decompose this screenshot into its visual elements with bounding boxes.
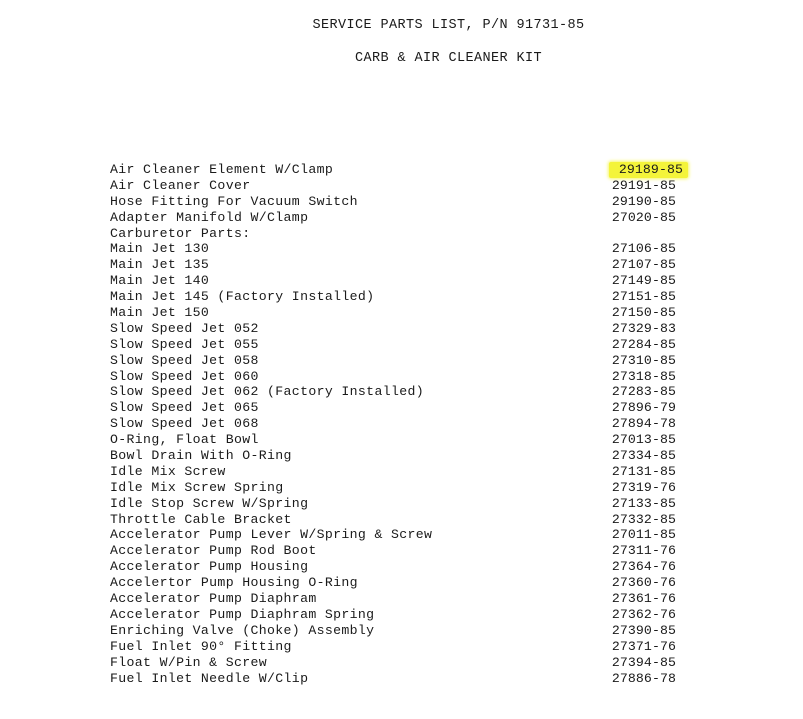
parts-list-row xyxy=(110,400,676,416)
part-number: 27894-78 xyxy=(611,416,676,432)
part-description: Accelerator Pump Rod Boot xyxy=(110,543,317,559)
part-description: Main Jet 135 xyxy=(110,257,210,273)
parts-list-row xyxy=(110,416,676,432)
part-description: Main Jet 130 xyxy=(110,241,210,257)
part-description: Accelerator Pump Lever W/Spring & Screw xyxy=(110,527,433,543)
part-number: 27013-85 xyxy=(611,432,676,448)
part-number: 29191-85 xyxy=(611,177,676,193)
part-number: 27318-85 xyxy=(611,368,676,384)
part-description: Idle Mix Screw xyxy=(110,463,226,479)
part-description: Accelerator Pump Diaphram Spring xyxy=(110,606,375,622)
parts-list-row xyxy=(110,575,676,591)
parts-list-row xyxy=(110,289,676,305)
part-number: 27360-76 xyxy=(611,575,676,591)
part-description: Hose Fitting For Vacuum Switch xyxy=(110,193,358,209)
parts-list-row xyxy=(110,305,676,321)
parts-list-row xyxy=(110,591,676,607)
part-description: Idle Stop Screw W/Spring xyxy=(110,495,309,511)
part-number: 27364-76 xyxy=(611,559,676,575)
parts-list-row xyxy=(110,353,676,369)
part-description: Throttle Cable Bracket xyxy=(110,511,292,527)
part-description: Fuel Inlet 90° Fitting xyxy=(110,638,292,654)
part-number: 27332-85 xyxy=(611,511,676,527)
part-number: 27334-85 xyxy=(611,448,676,464)
part-number: 27886-78 xyxy=(611,670,676,686)
part-number: 27319-76 xyxy=(611,479,676,495)
parts-list-row xyxy=(110,241,676,257)
parts-list-row xyxy=(110,480,676,496)
part-number: 27394-85 xyxy=(611,654,676,670)
part-description: Slow Speed Jet 055 xyxy=(110,336,259,352)
part-description: Enriching Valve (Choke) Assembly xyxy=(110,622,375,638)
part-description: Air Cleaner Cover xyxy=(110,177,251,193)
parts-list-row xyxy=(110,194,676,210)
part-number: 27284-85 xyxy=(611,336,676,352)
part-description: Float W/Pin & Screw xyxy=(110,654,268,670)
parts-list-row xyxy=(110,607,676,623)
part-number: 27133-85 xyxy=(611,495,676,511)
part-description: Bowl Drain With O-Ring xyxy=(110,448,292,464)
part-description: Air Cleaner Element W/Clamp xyxy=(110,162,334,177)
parts-list-row xyxy=(110,384,676,400)
parts-list-row xyxy=(110,543,676,559)
part-description: O-Ring, Float Bowl xyxy=(110,432,259,448)
part-description: Accelertor Pump Housing O-Ring xyxy=(110,575,358,591)
parts-list-row xyxy=(110,432,676,448)
parts-list-row xyxy=(110,448,676,464)
document-title: SERVICE PARTS LIST, P/N 91731-85 xyxy=(312,18,585,33)
parts-list-row xyxy=(110,512,676,528)
parts-list-row xyxy=(110,257,676,273)
part-number: 27151-85 xyxy=(611,289,676,305)
parts-list-row xyxy=(110,321,676,337)
part-description: Slow Speed Jet 062 (Factory Installed) xyxy=(110,384,425,400)
part-description: Accelerator Pump Housing xyxy=(110,559,309,575)
part-number: 27390-85 xyxy=(611,622,676,638)
part-description: Slow Speed Jet 068 xyxy=(110,416,259,432)
part-description: Main Jet 140 xyxy=(110,273,210,289)
parts-list-row xyxy=(110,671,676,687)
parts-list xyxy=(110,162,683,686)
parts-list-row xyxy=(110,369,676,385)
part-number: 27106-85 xyxy=(611,241,676,257)
parts-list-row xyxy=(110,559,676,575)
part-description: Main Jet 150 xyxy=(110,305,210,321)
part-description: Accelerator Pump Diaphram xyxy=(110,591,317,607)
part-number: 27310-85 xyxy=(611,352,676,368)
parts-list-row xyxy=(110,496,676,512)
document-subtitle: CARB & AIR CLEANER KIT xyxy=(354,51,543,66)
parts-list-row xyxy=(110,639,676,655)
part-description: Slow Speed Jet 065 xyxy=(110,400,259,416)
parts-list-row xyxy=(110,178,676,194)
part-number: 27311-76 xyxy=(611,543,676,559)
parts-list-row xyxy=(110,655,676,671)
parts-list-row xyxy=(110,464,676,480)
parts-list-row xyxy=(110,226,676,242)
parts-list-row xyxy=(110,527,676,543)
part-description: Fuel Inlet Needle W/Clip xyxy=(110,670,309,686)
part-description: Slow Speed Jet 060 xyxy=(110,368,259,384)
part-description: Carburetor Parts: xyxy=(110,225,251,241)
part-number: 27107-85 xyxy=(611,257,676,273)
part-description: Adapter Manifold W/Clamp xyxy=(110,209,309,225)
part-number-highlighted: 29189-85 xyxy=(609,162,688,178)
part-number: 27011-85 xyxy=(611,527,676,543)
part-number: 27283-85 xyxy=(611,384,676,400)
parts-list-row xyxy=(110,273,676,289)
part-description: Slow Speed Jet 058 xyxy=(110,352,259,368)
part-number: 29190-85 xyxy=(611,193,676,209)
part-number: 27131-85 xyxy=(611,463,676,479)
part-number: 27361-76 xyxy=(611,591,676,607)
parts-list-row xyxy=(110,337,676,353)
part-number: 27020-85 xyxy=(611,209,676,225)
part-number: 27362-76 xyxy=(611,606,676,622)
part-number: 27149-85 xyxy=(611,273,676,289)
part-description: Main Jet 145 (Factory Installed) xyxy=(110,289,375,305)
part-description: Idle Mix Screw Spring xyxy=(110,479,284,495)
parts-list-row xyxy=(110,623,676,639)
part-number: 27896-79 xyxy=(611,400,676,416)
part-number: 27329-83 xyxy=(611,320,676,336)
parts-list-row xyxy=(110,210,676,226)
parts-list-row xyxy=(110,162,683,178)
part-number: 27150-85 xyxy=(611,305,676,321)
part-number: 27371-76 xyxy=(611,638,676,654)
part-description: Slow Speed Jet 052 xyxy=(110,320,259,336)
